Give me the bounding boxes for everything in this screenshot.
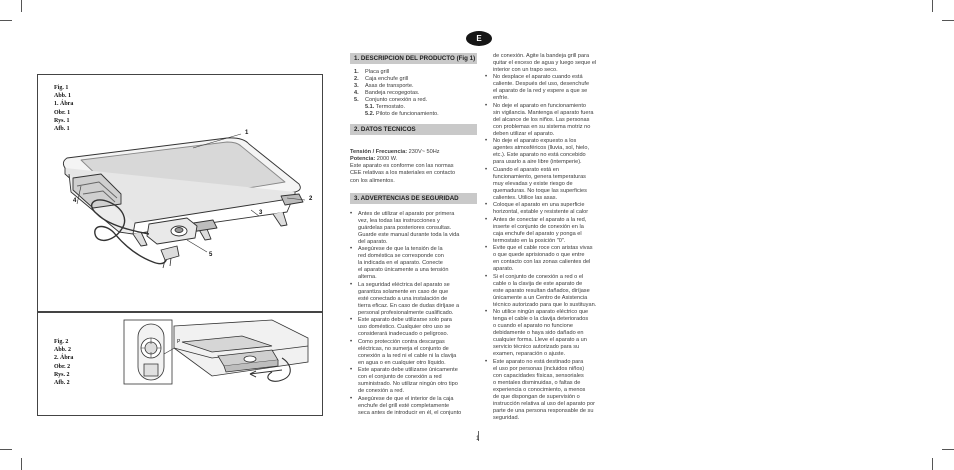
bullet-text — [493, 359, 613, 422]
text-line: o mentales disminuidas, o faltas de — [493, 379, 581, 386]
bullet-dot: • — [350, 317, 353, 324]
text-line: del alcance de los niños. Las personas — [493, 116, 590, 123]
text-line: red doméstica se corresponde con — [358, 253, 444, 260]
text-line: Guarde este manual durante toda la vida — [358, 231, 460, 238]
bullet-item — [485, 309, 613, 358]
text-column-1 — [350, 53, 477, 417]
text-line: eléctricas, no sumerja el conjunto de — [358, 345, 449, 352]
figure-2-legend — [54, 338, 73, 387]
text-line: servicio técnico autorizado para su — [493, 344, 580, 351]
language-badge: E — [466, 31, 492, 46]
text-line: Cuando el aparato está en — [493, 166, 559, 173]
bullet-item — [485, 138, 613, 166]
text-line: el aparato de la red y espere a que se — [493, 88, 588, 95]
crop-mark — [0, 449, 12, 450]
text-line: parte de una persona responsable de su — [493, 408, 594, 415]
legend-line: Rys. 1 — [54, 117, 70, 124]
thermostat-illustration — [122, 318, 312, 390]
legend-line: Abb. 2 — [54, 347, 72, 354]
text-line: de que dispongan de supervisión o — [493, 393, 580, 400]
text-line: cualquier forma. Lleve el aparato a un — [493, 337, 587, 344]
bullet-text — [493, 74, 613, 102]
callout-2: 2 — [309, 196, 313, 202]
text-line: La seguridad eléctrica del aparato se — [358, 281, 450, 288]
bullet-text — [358, 367, 477, 395]
bullet-item — [485, 74, 613, 102]
bullet-item — [350, 282, 477, 317]
list-item: 4. Bandeja recogegotas. — [354, 90, 420, 97]
bullet-item — [350, 339, 477, 367]
text-line: Asegúrese de que la tensión de la — [358, 246, 443, 253]
text-line: No deje el aparato en funcionamiento — [493, 102, 586, 109]
legend-line: 2. Ábra — [54, 355, 74, 362]
text-line: quemaduras. No toque las superficies — [493, 187, 587, 194]
callout-p: P — [177, 339, 181, 345]
callout-3: 3 — [259, 210, 263, 216]
crop-mark — [0, 20, 12, 21]
text-line: en contacto con las zonas calientes del — [493, 259, 591, 266]
section-heading-technical: 2. DATOS TECNICOS — [350, 124, 477, 135]
bullet-item — [485, 217, 613, 245]
bullet-item — [485, 103, 613, 138]
list-item: 5. Conjunto conexión a red. — [354, 97, 428, 104]
list-item: 3. Asas de transporte. — [354, 83, 414, 90]
text-line: o que quede aprisionado o que entre — [493, 252, 585, 259]
text-line: etc.). Este aparato no está concebido — [493, 152, 586, 159]
bullet-text — [358, 246, 477, 281]
text-line: con el conjunto de conexión a red — [358, 374, 442, 381]
bullet-text — [358, 211, 477, 246]
text-line: uso doméstico. Cualquier otro uso se — [358, 324, 451, 331]
text-line: el aparato únicamente a una tensión — [358, 267, 449, 274]
text-line: considerará inadecuado o peligroso. — [358, 331, 449, 338]
bullet-dot: • — [485, 74, 488, 81]
crop-mark — [942, 449, 954, 450]
bullet-item — [350, 246, 477, 281]
conformity-line: CEE relativas a los materiales en contacto — [350, 170, 456, 177]
text-line: Antes de conectar el aparato a la red, — [493, 216, 587, 223]
safety-continuation — [485, 53, 613, 74]
text-line: enchufe del grill esté completamente — [358, 402, 450, 409]
bullet-text — [493, 217, 613, 245]
text-line: No deje el aparato expuesto a los — [493, 138, 577, 145]
bullet-text — [493, 309, 613, 358]
bullet-dot: • — [350, 395, 353, 402]
technical-specs — [350, 149, 477, 184]
text-line: o cuando el aparato no funcione — [493, 323, 573, 330]
text-line: caliente. Después del uso, desenchufe — [493, 81, 590, 88]
text-column-2 — [485, 53, 613, 422]
text-line: No utilice ningún aparato eléctrico que — [493, 309, 589, 316]
bullet-item — [485, 245, 613, 273]
text-line: enfríe. — [493, 95, 509, 102]
text-line: Si el conjunto de conexión a red o el — [493, 273, 584, 280]
bullet-item — [485, 202, 613, 216]
text-line: Antes de utilizar el aparato por primera — [358, 210, 455, 217]
text-line: con capacidades físicas, sensoriales — [493, 372, 584, 379]
voltage-spec: Tensión / Frecuencia: 230V~ 50Hz — [350, 149, 440, 156]
text-line: muy elevadas y existe riesgo de — [493, 180, 573, 187]
legend-line: 1. Ábra — [54, 101, 74, 108]
text-line: experiencia o conocimiento, a menos — [493, 386, 586, 393]
page-number: 1 — [476, 436, 480, 442]
bullet-item — [485, 274, 613, 309]
text-line: de conexión a red. — [358, 388, 405, 395]
power-spec: Potencia: 2000 W. — [350, 156, 398, 163]
bullet-dot: • — [485, 166, 488, 173]
text-line: vez, lea todas las instrucciones y — [358, 217, 440, 224]
text-line: No desplace el aparato cuando está — [493, 74, 583, 81]
text-line: aparato. — [493, 266, 514, 273]
legend-line: Fig. 2 — [54, 339, 69, 345]
safety-list-col2 — [485, 74, 613, 422]
text-line: calientes. Utilice las asas. — [493, 194, 558, 201]
text-line: Asegúrese de que el interior de la caja — [358, 395, 454, 402]
text-line: caja enchufe del aparato y ponga el — [493, 230, 582, 237]
legend-line: Abb. 1 — [54, 93, 72, 100]
bullet-dot: • — [485, 102, 488, 109]
text-line: tenga el cable o la clavija deteriorados — [493, 316, 589, 323]
bullet-item — [350, 317, 477, 338]
text-line: guárdelas para posteriores consultas. — [358, 224, 452, 231]
bullet-text — [493, 167, 613, 202]
bullet-item — [350, 367, 477, 395]
bullet-item — [485, 359, 613, 422]
text-line: esté conectado a una instalación de — [358, 295, 448, 302]
text-line: Evite que el cable roce con aristas vivas — [493, 245, 593, 252]
text-line: únicamente a un Centro de Asistencia — [493, 294, 588, 301]
section-heading-description: 1. DESCRIPCION DEL PRODUCTO (Fig 1) — [350, 53, 477, 64]
section-heading-safety: 3. ADVERTENCIAS DE SEGURIDAD — [350, 193, 477, 204]
bullet-item — [485, 167, 613, 202]
bullet-text — [358, 396, 477, 417]
bullet-dot: • — [485, 216, 488, 223]
text-line: alterna. — [358, 274, 377, 281]
text-line: la indicada en el aparato. Conecte — [358, 260, 443, 267]
bullet-dot: • — [485, 358, 488, 365]
bullet-text — [493, 245, 613, 273]
bullet-dot: • — [350, 338, 353, 345]
text-line: garantiza solamente en caso de que — [358, 288, 449, 295]
text-line: suministrado. No utilizar ningún otro tipo — [358, 381, 458, 388]
text-line: en agua o en cualquier otro líquido. — [358, 359, 446, 366]
text-line: Este aparato debe utilizarse solo para — [358, 317, 452, 324]
callout-5: 5 — [209, 252, 213, 258]
text-line: Este aparato debe utilizarse únicamente — [358, 367, 458, 374]
text-line: instrucción relativa al uso del aparato por — [493, 400, 595, 407]
text-line: debidamente o haya sido dañado en — [493, 330, 584, 337]
bullet-text — [358, 317, 477, 338]
bullet-dot: • — [350, 210, 353, 217]
bullet-dot: • — [485, 202, 488, 209]
callout-4: 4 — [73, 198, 77, 204]
list-subitem: 5.1. Termostato. — [365, 104, 406, 111]
bullet-text — [493, 274, 613, 309]
safety-list-col1 — [350, 211, 477, 417]
bullet-text — [358, 282, 477, 317]
text-line: Coloque el aparato en una superficie — [493, 202, 585, 209]
crop-mark — [21, 0, 22, 12]
text-line: del aparato. — [358, 238, 388, 245]
text-line: interior con un trapo seco. — [493, 67, 558, 74]
legend-line: Obr. 1 — [54, 109, 71, 116]
text-line: tierra eficaz. En caso de dudas diríjase a — [358, 302, 460, 309]
text-line: para usarlo a aire libre (intemperie). — [493, 159, 582, 166]
bullet-dot: • — [350, 367, 353, 374]
component-list — [354, 69, 477, 118]
text-line: Como protección contra descargas — [358, 338, 445, 345]
legend-line: Fig. 1 — [54, 85, 69, 91]
bullet-dot: • — [485, 273, 488, 280]
legend-line: Afb. 2 — [54, 380, 70, 387]
text-line: este aparato resultan dañados, diríjase — [493, 287, 590, 294]
text-line: de conexión. Agite la bandeja grill para — [493, 53, 590, 59]
text-line: deben utilizar el aparato. — [493, 130, 555, 137]
bullet-text — [493, 103, 613, 138]
legend-line: Rys. 2 — [54, 371, 70, 378]
grill-illustration — [37, 74, 323, 312]
list-item: 2. Caja enchufe grill — [354, 76, 409, 83]
crop-mark — [21, 458, 22, 470]
text-line: con problemas en su sistema motriz no — [493, 123, 591, 130]
text-line: quitar el exceso de agua y luego seque el — [493, 60, 597, 67]
crop-mark — [942, 20, 954, 21]
text-line: termostato en la posición "0". — [493, 237, 566, 244]
bullet-dot: • — [485, 309, 488, 316]
bullet-text — [493, 202, 613, 216]
crop-mark — [932, 458, 933, 470]
text-line: sin vigilancia. Mantenga el aparato fuera — [493, 109, 594, 116]
list-subitem: 5.2. Piloto de funcionamiento. — [365, 111, 439, 118]
bullet-dot: • — [350, 281, 353, 288]
text-line: seca antes de introducir en él, el conjunto — [358, 409, 462, 416]
text-line: conexión a la red ni el cable ni la clavija — [358, 352, 457, 359]
bullet-dot: • — [350, 246, 353, 253]
bullet-text — [358, 339, 477, 367]
text-line: cable o la clavija de este aparato de — [493, 280, 583, 287]
text-line: examen, reparación o ajuste. — [493, 351, 566, 358]
text-line: el uso por personas (incluidos niños) — [493, 365, 585, 372]
conformity-line: Este aparato es conforme con las normas — [350, 163, 454, 170]
text-line: horizontal, estable y resistente al calor — [493, 209, 589, 216]
text-line: técnico autorizado para que lo sustituyan. — [493, 301, 597, 308]
text-line: Este aparato no está destinado para — [493, 358, 584, 365]
text-line: agentes atmosféricos (lluvia, sol, hielo, — [493, 145, 590, 152]
legend-line: Afb. 1 — [54, 126, 70, 133]
crop-mark — [932, 0, 933, 12]
conformity-line: con los alimentos. — [350, 177, 395, 184]
text-line: inserte el conjunto de conexión en la — [493, 223, 584, 230]
text-line: personal profesionalmente cualificado. — [358, 309, 454, 316]
bullet-dot: • — [485, 138, 488, 145]
bullet-item — [350, 211, 477, 246]
callout-1: 1 — [245, 130, 249, 136]
text-line: seguridad. — [493, 415, 520, 422]
bullet-text — [493, 138, 613, 166]
list-item: 1. Placa grill — [354, 69, 390, 75]
legend-line: Obr. 2 — [54, 363, 71, 370]
bullet-dot: • — [485, 245, 488, 252]
bullet-item — [350, 396, 477, 417]
text-line: funcionamiento, genera temperaturas — [493, 173, 586, 180]
